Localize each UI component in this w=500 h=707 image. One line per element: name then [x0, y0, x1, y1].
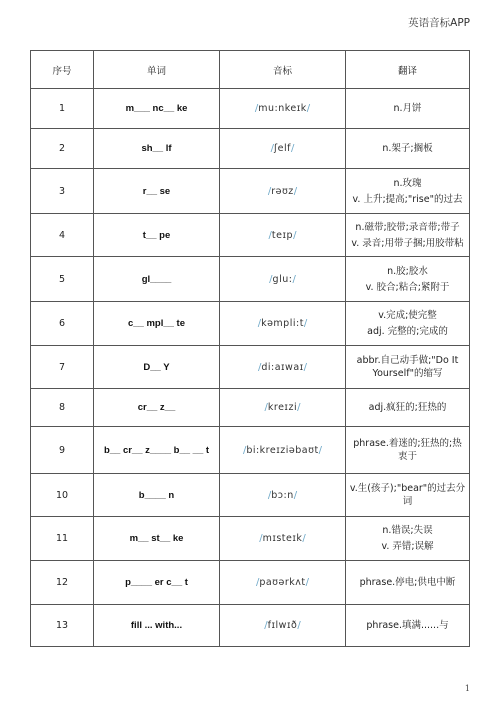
- table-row: [31, 89, 470, 129]
- slash-mark: /: [302, 533, 306, 544]
- slash-mark: /: [242, 444, 247, 456]
- meaning-line: n.磁带;胶带;录音带;带子: [355, 221, 460, 233]
- slash-mark: /: [303, 361, 308, 373]
- column-header-phonetic: 音标: [220, 51, 346, 89]
- column-header-word: 单词: [94, 51, 220, 89]
- meaning-line: phrase.停电;供电中断: [359, 577, 456, 588]
- slash-mark: /: [293, 489, 298, 501]
- slash-mark: /: [293, 185, 298, 197]
- row-number: 9: [31, 427, 94, 474]
- meaning-line: adj.疯狂的;狂热的: [368, 402, 447, 413]
- phonetic: [220, 561, 346, 605]
- table-row: [31, 517, 470, 561]
- table-row: [31, 561, 470, 605]
- phonetic-text: ʃelf: [273, 143, 292, 154]
- meaning-line: abbr.自己动手做;"Do It Yourself"的缩写: [356, 355, 459, 379]
- slash-mark: /: [297, 402, 301, 413]
- slash-mark: /: [268, 229, 272, 241]
- slash-mark: /: [257, 361, 262, 373]
- slash-mark: /: [292, 273, 296, 285]
- meaning: [346, 129, 470, 169]
- meaning: [346, 561, 470, 605]
- word-cloze: gl____: [94, 257, 220, 302]
- phonetic-text: kreɪzi: [267, 402, 298, 413]
- slash-mark: /: [305, 577, 310, 588]
- phonetic: [220, 169, 346, 214]
- phonetic: [220, 427, 346, 474]
- phonetic: [220, 474, 346, 517]
- row-number: 8: [31, 389, 94, 427]
- row-number: 7: [31, 346, 94, 389]
- row-number: 1: [31, 89, 94, 129]
- word-cloze: fill ... with...: [94, 605, 220, 647]
- meaning-line: n.胶;胶水: [387, 265, 428, 277]
- phonetic-text: teɪp: [271, 229, 294, 241]
- phonetic: [220, 517, 346, 561]
- phonetic: [220, 257, 346, 302]
- column-header-number: 序号: [31, 51, 94, 89]
- slash-mark: /: [259, 533, 263, 544]
- phonetic-text: bi:kreɪziəbaʊt: [246, 444, 319, 456]
- table-row: [31, 169, 470, 214]
- meaning: [346, 89, 470, 129]
- word-cloze: t__ pe: [94, 214, 220, 257]
- phonetic-text: di:aɪwaɪ: [261, 361, 304, 373]
- phonetic-text: paʊərkʌt: [259, 577, 306, 588]
- meaning-line: v.完成;使完整: [378, 310, 437, 321]
- vocabulary-table: [30, 50, 470, 647]
- meaning-line: n.错误;失误: [382, 525, 433, 536]
- slash-mark: /: [291, 143, 295, 154]
- phonetic-text: kəmpli:t: [261, 318, 304, 329]
- meaning-line: n.玫瑰: [393, 177, 422, 189]
- phonetic: [220, 389, 346, 427]
- meaning: [346, 257, 470, 302]
- table-header-row: [31, 51, 470, 89]
- table-row: [31, 346, 470, 389]
- slash-mark: /: [264, 620, 268, 631]
- table-row: [31, 302, 470, 346]
- row-number: 3: [31, 169, 94, 214]
- table-row: [31, 389, 470, 427]
- word-cloze: p____ er c__ t: [94, 561, 220, 605]
- slash-mark: /: [255, 577, 260, 588]
- word-cloze: sh__ lf: [94, 129, 220, 169]
- slash-mark: /: [297, 620, 301, 631]
- row-number: 11: [31, 517, 94, 561]
- slash-mark: /: [306, 103, 311, 114]
- slash-mark: /: [254, 103, 259, 114]
- phonetic: [220, 605, 346, 647]
- meaning-line: v. 上升;提高;"rise"的过去: [352, 193, 463, 205]
- column-header-meaning: 翻译: [346, 51, 470, 89]
- row-number: 13: [31, 605, 94, 647]
- table-row: [31, 257, 470, 302]
- word-cloze: c__ mpl__ te: [94, 302, 220, 346]
- meaning-line: phrase.着迷的;狂热的;热衷于: [353, 438, 462, 462]
- slash-mark: /: [264, 402, 268, 413]
- table-row: [31, 605, 470, 647]
- phonetic: [220, 214, 346, 257]
- phonetic-text: rəʊz: [271, 185, 294, 197]
- table-row: [31, 129, 470, 169]
- meaning: [346, 346, 470, 389]
- meaning: [346, 389, 470, 427]
- phonetic-text: fɪlwɪð: [267, 620, 298, 631]
- slash-mark: /: [303, 318, 308, 329]
- meaning: [346, 517, 470, 561]
- meaning-line: v. 胶合;粘合;紧附于: [365, 281, 450, 293]
- meaning: [346, 169, 470, 214]
- meaning-line: v.生(孩子);"bear"的过去分词: [349, 483, 466, 507]
- slash-mark: /: [270, 143, 274, 154]
- phonetic: [220, 89, 346, 129]
- meaning: [346, 302, 470, 346]
- slash-mark: /: [318, 444, 323, 456]
- page-number: 1: [464, 684, 470, 693]
- meaning-line: v. 弄错;误解: [381, 541, 434, 552]
- meaning: [346, 427, 470, 474]
- phonetic-text: mu:nkeɪk: [258, 103, 307, 114]
- meaning-line: v. 录音;用带子捆;用胶带粘: [351, 237, 464, 249]
- meaning: [346, 605, 470, 647]
- word-cloze: m___ nc__ ke: [94, 89, 220, 129]
- word-cloze: b____ n: [94, 474, 220, 517]
- meaning-line: phrase.填满......与: [366, 620, 449, 631]
- word-cloze: r__ se: [94, 169, 220, 214]
- slash-mark: /: [267, 185, 272, 197]
- slash-mark: /: [269, 273, 273, 285]
- row-number: 4: [31, 214, 94, 257]
- slash-mark: /: [267, 489, 272, 501]
- word-cloze: cr__ z__: [94, 389, 220, 427]
- table-row: [31, 427, 470, 474]
- phonetic: [220, 129, 346, 169]
- phonetic-text: mɪsteɪk: [262, 533, 303, 544]
- slash-mark: /: [293, 229, 297, 241]
- word-cloze: D__ Y: [94, 346, 220, 389]
- word-cloze: m__ st__ ke: [94, 517, 220, 561]
- meaning-line: adj. 完整的;完成的: [367, 326, 448, 337]
- phonetic-text: glu:: [272, 273, 293, 285]
- phonetic-text: bɔ:n: [271, 489, 294, 501]
- row-number: 12: [31, 561, 94, 605]
- phonetic: [220, 302, 346, 346]
- row-number: 10: [31, 474, 94, 517]
- row-number: 6: [31, 302, 94, 346]
- table-row: [31, 214, 470, 257]
- word-cloze: b__ cr__ z____ b__ __ t: [94, 427, 220, 474]
- phonetic: [220, 346, 346, 389]
- app-title: 英语音标APP: [408, 17, 470, 29]
- slash-mark: /: [257, 318, 262, 329]
- meaning-line: n.架子;搁板: [382, 143, 433, 154]
- meaning-line: n.月饼: [393, 103, 422, 114]
- row-number: 5: [31, 257, 94, 302]
- meaning: [346, 214, 470, 257]
- meaning: [346, 474, 470, 517]
- table-row: [31, 474, 470, 517]
- row-number: 2: [31, 129, 94, 169]
